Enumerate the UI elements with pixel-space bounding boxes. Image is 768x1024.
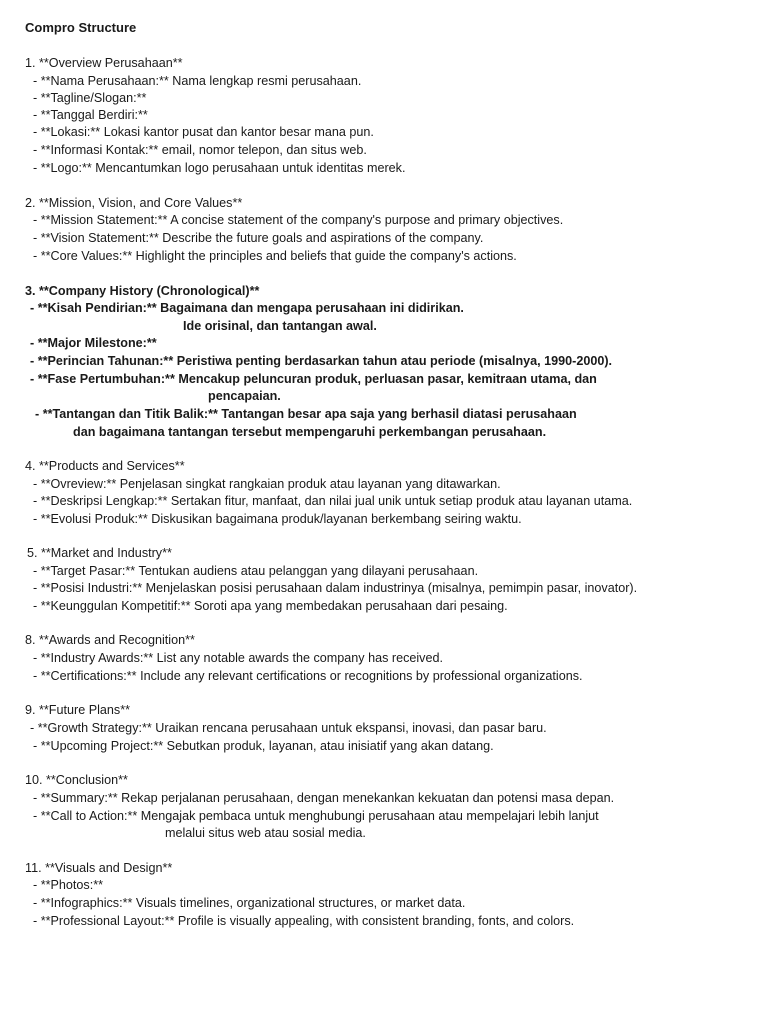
list-item: - **Vision Statement:** Describe the future goals and aspirations of the company. [33,231,484,245]
list-item: - **Deskripsi Lengkap:** Sertakan fitur, manfaat, dan nilai jual unik untuk setiap produk atau layanan utama. [33,494,633,508]
list-item: - **Fase Pertumbuhan:** Mencakup peluncuran produk, perluasan pasar, kemitraan utama, dan [30,372,597,386]
document-title: Compro Structure [25,20,137,35]
section-heading: 10. **Conclusion** [25,773,128,787]
list-item: - **Evolusi Produk:** Diskusikan bagaimana produk/layanan berkembang seiring waktu. [33,512,522,526]
list-item: - **Infographics:** Visuals timelines, organizational structures, or market data. [33,896,466,910]
list-item: - **Keunggulan Kompetitif:** Soroti apa yang membedakan perusahaan dari pesaing. [33,599,508,613]
section-heading: 11. **Visuals and Design** [25,861,173,875]
section-heading: 2. **Mission, Vision, and Core Values** [25,196,243,210]
section-heading: 4. **Products and Services** [25,459,185,473]
list-item: - **Informasi Kontak:** email, nomor telepon, dan situs web. [33,143,367,157]
list-item: - **Tagline/Slogan:** [33,91,147,105]
section-heading: 8. **Awards and Recognition** [25,633,195,647]
section-heading: 9. **Future Plans** [25,703,131,717]
list-item: - **Target Pasar:** Tentukan audiens atau pelanggan yang dilayani perusahaan. [33,564,479,578]
list-item: - **Tantangan dan Titik Balik:** Tantangan besar apa saja yang berhasil diatasi perusahaan [35,407,577,421]
list-item: - **Upcoming Project:** Sebutkan produk, layanan, atau inisiatif yang akan datang. [33,739,494,753]
list-item-continuation: melalui situs web atau sosial media. [165,826,366,840]
list-item: - **Certifications:** Include any relevant certifications or recognitions by professional organizations. [33,669,583,683]
list-item: - **Industry Awards:** List any notable awards the company has received. [33,651,443,665]
list-item-continuation: dan bagaimana tantangan tersebut mempengaruhi perkembangan perusahaan. [73,425,547,439]
list-item-continuation: pencapaian. [208,389,281,403]
list-item: - **Growth Strategy:** Uraikan rencana perusahaan untuk ekspansi, inovasi, dan pasar baru. [30,721,547,735]
list-item: - **Ovreview:** Penjelasan singkat rangkaian produk atau layanan yang ditawarkan. [33,477,501,491]
list-item: - **Summary:** Rekap perjalanan perusahaan, dengan menekankan kekuatan dan potensi masa depan. [33,791,615,805]
list-item: - **Kisah Pendirian:** Bagaimana dan mengapa perusahaan ini didirikan. [30,301,464,315]
section-heading: 3. **Company History (Chronological)** [25,284,260,298]
list-item: - **Tanggal Berdiri:** [33,108,148,122]
section-heading: 1. **Overview Perusahaan** [25,56,183,70]
list-item: - **Posisi Industri:** Menjelaskan posisi perusahaan dalam industrinya (misalnya, pemimpin pasar, inovator). [33,581,638,595]
list-item: - **Core Values:** Highlight the principles and beliefs that guide the company's actions. [33,249,517,263]
list-item: - **Photos:** [33,878,104,892]
list-item: - **Lokasi:** Lokasi kantor pusat dan kantor besar mana pun. [33,125,374,139]
list-item: - **Mission Statement:** A concise statement of the company's purpose and primary objectives. [33,213,564,227]
list-item-continuation: Ide orisinal, dan tantangan awal. [183,319,377,333]
section-heading: 5. **Market and Industry** [27,546,172,560]
list-item: - **Call to Action:** Mengajak pembaca untuk menghubungi perusahaan atau mempelajari lebih lanjut [33,809,599,823]
list-item: - **Nama Perusahaan:** Nama lengkap resmi perusahaan. [33,74,362,88]
list-item: - **Logo:** Mencantumkan logo perusahaan untuk identitas merek. [33,161,406,175]
list-item: - **Professional Layout:** Profile is visually appealing, with consistent branding, fonts, and colors. [33,914,575,928]
list-item: - **Perincian Tahunan:** Peristiwa penting berdasarkan tahun atau periode (misalnya, 1990-2000). [30,354,613,368]
list-item: - **Major Milestone:** [30,336,157,350]
